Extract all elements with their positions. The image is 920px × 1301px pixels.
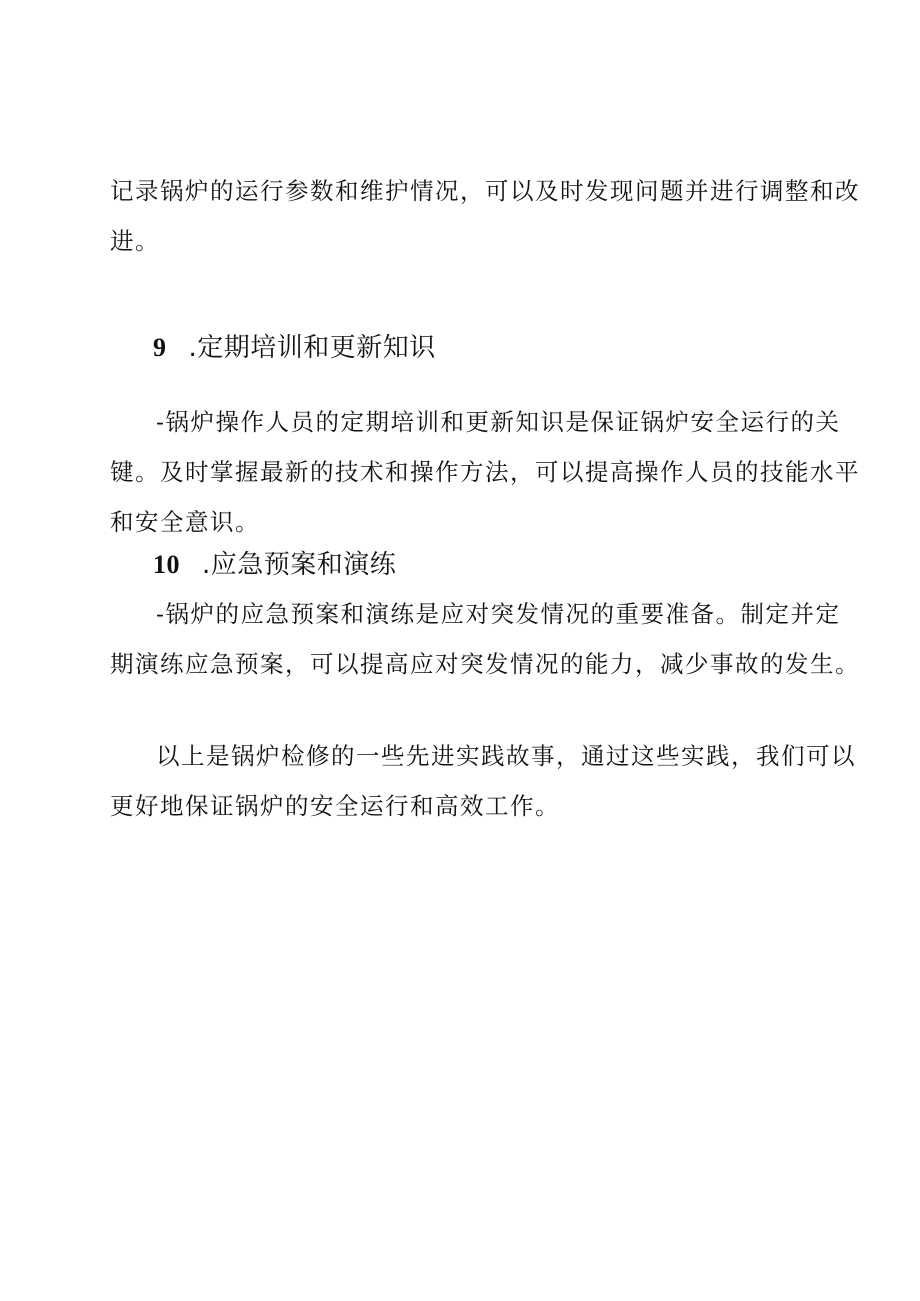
- section-9-line-3: 和安全意识。: [110, 508, 260, 536]
- conclusion-line-2: 更好地保证锅炉的安全运行和高效工作。: [110, 792, 560, 820]
- section-9-number: 9: [153, 333, 167, 362]
- intro-line-1: 记录锅炉的运行参数和维护情况，可以及时发现问题并进行调整和改: [110, 177, 860, 205]
- section-9-line-1: -锅炉操作人员的定期培训和更新知识是保证锅炉安全运行的关: [156, 408, 841, 436]
- section-9-line-2: 键。及时掌握最新的技术和操作方法，可以提高操作人员的技能水平: [110, 458, 860, 486]
- conclusion-line-1: 以上是锅炉检修的一些先进实践故事，通过这些实践，我们可以: [156, 742, 856, 770]
- intro-paragraph: [110, 166, 860, 266]
- section-10-number: 10: [153, 550, 180, 579]
- section-9-paragraph: [110, 397, 860, 547]
- section-10-heading: [153, 547, 396, 583]
- conclusion-paragraph: [110, 731, 856, 831]
- section-9-heading: [153, 330, 436, 366]
- section-10-line-1: -锅炉的应急预案和演练是应对突发情况的重要准备。制定并定: [156, 600, 841, 628]
- section-10-title: .应急预案和演练: [202, 550, 397, 580]
- section-9-title: .定期培训和更新知识: [188, 333, 436, 363]
- section-10-line-2: 期演练应急预案，可以提高应对突发情况的能力，减少事故的发生。: [110, 650, 860, 678]
- section-10-paragraph: [110, 589, 860, 689]
- intro-line-2: 进。: [110, 227, 160, 255]
